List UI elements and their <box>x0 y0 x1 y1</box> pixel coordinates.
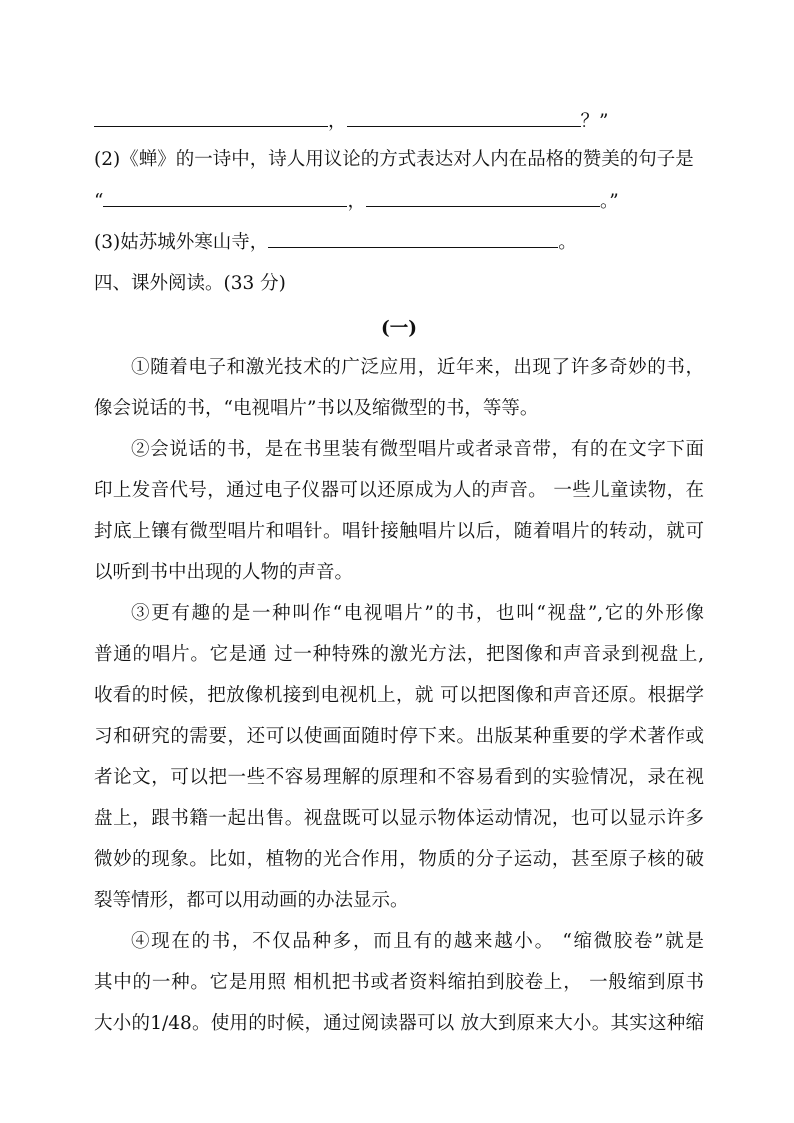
paragraph-3-line: 盘上，跟书籍一起出售。视盘既可以显示物体运动情况，也可以显示许多 <box>94 808 704 829</box>
paragraph-2-line: 封底上镶有微型唱片和唱针。唱针接触唱片以后，随着唱片的转动，就可 <box>94 521 704 542</box>
paragraph-3-line: 收看的时候，把放像机接到电视机上，就 可以把图像和声音还原。根据学 <box>94 685 704 706</box>
punctuation: 。 <box>558 232 577 253</box>
punctuation: ， <box>328 111 347 132</box>
answer-blank[interactable] <box>94 108 328 127</box>
punctuation: ， <box>347 191 366 212</box>
paragraph-3-line: 者论文，可以把一些不容易理解的原理和不容易看到的实验情况，录在视 <box>94 767 704 788</box>
question-3 <box>94 229 704 255</box>
paragraph-4-line: 其中的一种。它是用照 相机把书或者资料缩拍到胶卷上， 一般缩到原书 <box>94 972 704 993</box>
fill-in-line-1 <box>94 108 704 134</box>
answer-blank[interactable] <box>103 188 347 207</box>
paragraph-1-line: 像会说话的书，“电视唱片”书以及缩微型的书，等等。 <box>94 398 539 419</box>
sub-heading: (一) <box>380 318 417 339</box>
paragraph-3-line: ③更有趣的是一种叫作“电视唱片”的书，也叫“视盘”,它的外形像 <box>131 603 704 624</box>
question-2-answer-line <box>94 188 704 214</box>
punctuation: ？” <box>580 111 609 132</box>
paragraph-4-line: 大小的1/48。使用的时候，通过阅读器可以 放大到原来大小。其实这种缩 <box>94 1013 704 1034</box>
paragraph-4-line: ④现在的书，不仅品种多，而且有的越来越小。 “缩微胶卷”就是 <box>131 931 704 952</box>
paragraph-1-line: ①随着电子和激光技术的广泛应用，近年来，出现了许多奇妙的书， <box>131 357 704 378</box>
paragraph-3-line: 普通的唱片。它是通 过一种特殊的激光方法，把图像和声音录到视盘上, <box>94 644 704 665</box>
answer-blank[interactable] <box>268 229 558 248</box>
punctuation: 。” <box>599 191 619 212</box>
paragraph-3-line: 裂等情形，都可以用动画的办法显示。 <box>94 890 409 911</box>
question-2: (2)《蝉》的一诗中，诗人用议论的方式表达对人内在品格的赞美的句子是 <box>94 149 694 170</box>
answer-blank[interactable] <box>366 188 600 207</box>
paragraph-3-line: 习和研究的需要，还可以使画面随时停下来。出版某种重要的学术著作或 <box>94 726 704 747</box>
section-heading: 四、课外阅读。(33 分) <box>94 273 286 294</box>
question-3-text: (3)姑苏城外寒山寺， <box>94 232 269 253</box>
punctuation: “ <box>94 191 104 212</box>
answer-blank[interactable] <box>347 108 581 127</box>
paragraph-2-line: ②会说话的书，是在书里装有微型唱片或者录音带，有的在文字下面 <box>131 439 704 460</box>
paragraph-2-line: 印上发音代号，通过电子仪器可以还原成为人的声音。 一些儿童读物，在 <box>94 480 704 501</box>
paragraph-3-line: 微妙的现象。比如，植物的光合作用，物质的分子运动，甚至原子核的破 <box>94 849 704 870</box>
paragraph-2-line: 以听到书中出现的人物的声音。 <box>94 562 354 583</box>
